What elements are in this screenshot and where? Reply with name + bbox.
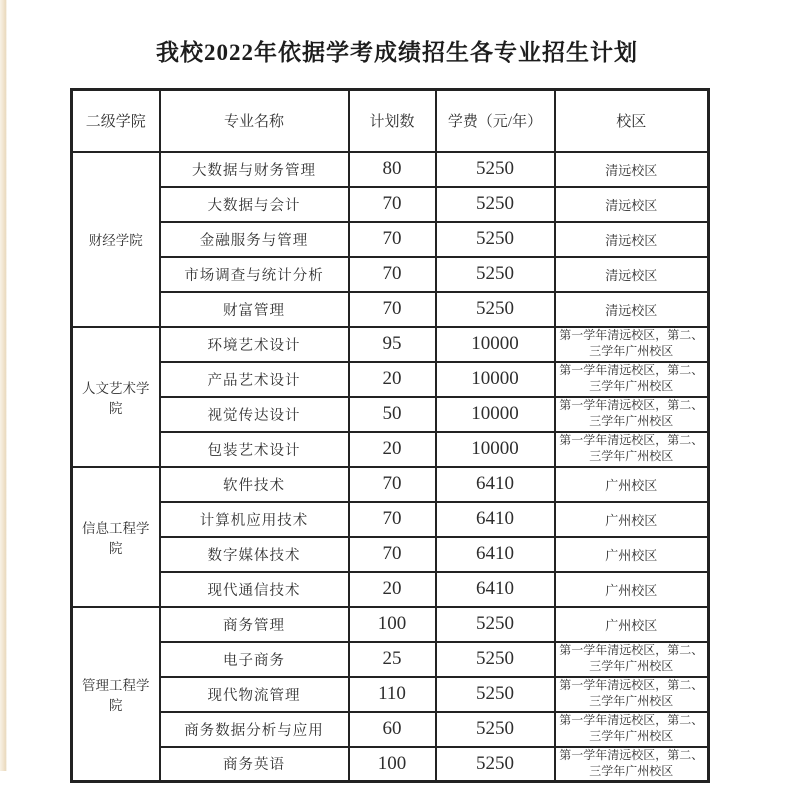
page-title: 我校2022年依据学考成绩招生各专业招生计划 (156, 40, 638, 65)
plan-count-cell: 70 (349, 187, 436, 222)
campus-cell: 清远校区 (555, 292, 709, 327)
plan-count-cell: 70 (349, 292, 436, 327)
campus-cell: 第一学年清远校区，第二、三学年广州校区 (555, 362, 709, 397)
tuition-cell: 6410 (436, 467, 555, 502)
major-cell: 大数据与会计 (160, 187, 349, 222)
column-header-4: 校区 (555, 90, 709, 152)
plan-count-cell: 70 (349, 467, 436, 502)
tuition-cell: 10000 (436, 397, 555, 432)
campus-cell: 第一学年清远校区，第二、三学年广州校区 (555, 432, 709, 467)
tuition-cell: 5250 (436, 292, 555, 327)
table-row (72, 607, 709, 642)
plan-count-cell: 100 (349, 607, 436, 642)
major-cell: 财富管理 (160, 292, 349, 327)
column-header-1: 专业名称 (160, 90, 349, 152)
table-row (72, 292, 709, 327)
tuition-cell: 5250 (436, 642, 555, 677)
tuition-cell: 10000 (436, 432, 555, 467)
plan-count-cell: 20 (349, 362, 436, 397)
campus-cell: 第一学年清远校区，第二、三学年广州校区 (555, 397, 709, 432)
plan-count-cell: 80 (349, 152, 436, 187)
tuition-cell: 6410 (436, 502, 555, 537)
tuition-cell: 6410 (436, 572, 555, 607)
table-row (72, 502, 709, 537)
tuition-cell: 5250 (436, 607, 555, 642)
column-header-3: 学费（元/年） (436, 90, 555, 152)
table-row (72, 187, 709, 222)
major-cell: 现代物流管理 (160, 677, 349, 712)
table-row (72, 642, 709, 677)
table-row (72, 537, 709, 572)
major-cell: 商务管理 (160, 607, 349, 642)
plan-count-cell: 110 (349, 677, 436, 712)
tuition-cell: 10000 (436, 362, 555, 397)
plan-count-cell: 95 (349, 327, 436, 362)
admission-plan-table (70, 88, 710, 783)
major-cell: 商务英语 (160, 747, 349, 782)
table-row (72, 572, 709, 607)
admission-plan-table-container (70, 88, 710, 783)
major-cell: 数字媒体技术 (160, 537, 349, 572)
college-cell-3: 管理工程学院 (72, 607, 160, 782)
column-header-2: 计划数 (349, 90, 436, 152)
table-row (72, 362, 709, 397)
table-row (72, 257, 709, 292)
plan-count-cell: 50 (349, 397, 436, 432)
campus-cell: 广州校区 (555, 607, 709, 642)
campus-cell: 广州校区 (555, 537, 709, 572)
major-cell: 包装艺术设计 (160, 432, 349, 467)
plan-count-cell: 70 (349, 537, 436, 572)
table-row (72, 677, 709, 712)
plan-count-cell: 70 (349, 257, 436, 292)
campus-cell: 清远校区 (555, 152, 709, 187)
major-cell: 软件技术 (160, 467, 349, 502)
campus-cell: 第一学年清远校区，第二、三学年广州校区 (555, 642, 709, 677)
tuition-cell: 5250 (436, 187, 555, 222)
college-cell-0: 财经学院 (72, 152, 160, 327)
campus-cell: 第一学年清远校区，第二、三学年广州校区 (555, 327, 709, 362)
major-cell: 电子商务 (160, 642, 349, 677)
campus-cell: 广州校区 (555, 467, 709, 502)
campus-cell: 第一学年清远校区，第二、三学年广州校区 (555, 712, 709, 747)
major-cell: 金融服务与管理 (160, 222, 349, 257)
tuition-cell: 5250 (436, 152, 555, 187)
campus-cell: 清远校区 (555, 257, 709, 292)
plan-count-cell: 20 (349, 572, 436, 607)
table-row (72, 747, 709, 782)
column-header-0: 二级学院 (72, 90, 160, 152)
plan-count-cell: 70 (349, 502, 436, 537)
major-cell: 大数据与财务管理 (160, 152, 349, 187)
table-row (72, 152, 709, 187)
plan-count-cell: 100 (349, 747, 436, 782)
header-row (72, 90, 709, 152)
major-cell: 视觉传达设计 (160, 397, 349, 432)
campus-cell: 清远校区 (555, 222, 709, 257)
major-cell: 商务数据分析与应用 (160, 712, 349, 747)
table-row (72, 712, 709, 747)
tuition-cell: 5250 (436, 747, 555, 782)
table-row (72, 327, 709, 362)
campus-cell: 广州校区 (555, 572, 709, 607)
tuition-cell: 5250 (436, 712, 555, 747)
tuition-cell: 5250 (436, 257, 555, 292)
plan-count-cell: 70 (349, 222, 436, 257)
major-cell: 现代通信技术 (160, 572, 349, 607)
tuition-cell: 10000 (436, 327, 555, 362)
campus-cell: 清远校区 (555, 187, 709, 222)
campus-cell: 第一学年清远校区，第二、三学年广州校区 (555, 747, 709, 782)
campus-cell: 第一学年清远校区，第二、三学年广州校区 (555, 677, 709, 712)
major-cell: 环境艺术设计 (160, 327, 349, 362)
table-row (72, 432, 709, 467)
tuition-cell: 5250 (436, 222, 555, 257)
tuition-cell: 5250 (436, 677, 555, 712)
major-cell: 市场调查与统计分析 (160, 257, 349, 292)
plan-count-cell: 25 (349, 642, 436, 677)
college-cell-2: 信息工程学院 (72, 467, 160, 607)
college-cell-1: 人文艺术学院 (72, 327, 160, 467)
scan-edge-strip (0, 0, 7, 771)
major-cell: 产品艺术设计 (160, 362, 349, 397)
table-row (72, 222, 709, 257)
table-row (72, 397, 709, 432)
tuition-cell: 6410 (436, 537, 555, 572)
plan-count-cell: 60 (349, 712, 436, 747)
plan-count-cell: 20 (349, 432, 436, 467)
campus-cell: 广州校区 (555, 502, 709, 537)
major-cell: 计算机应用技术 (160, 502, 349, 537)
table-row (72, 467, 709, 502)
